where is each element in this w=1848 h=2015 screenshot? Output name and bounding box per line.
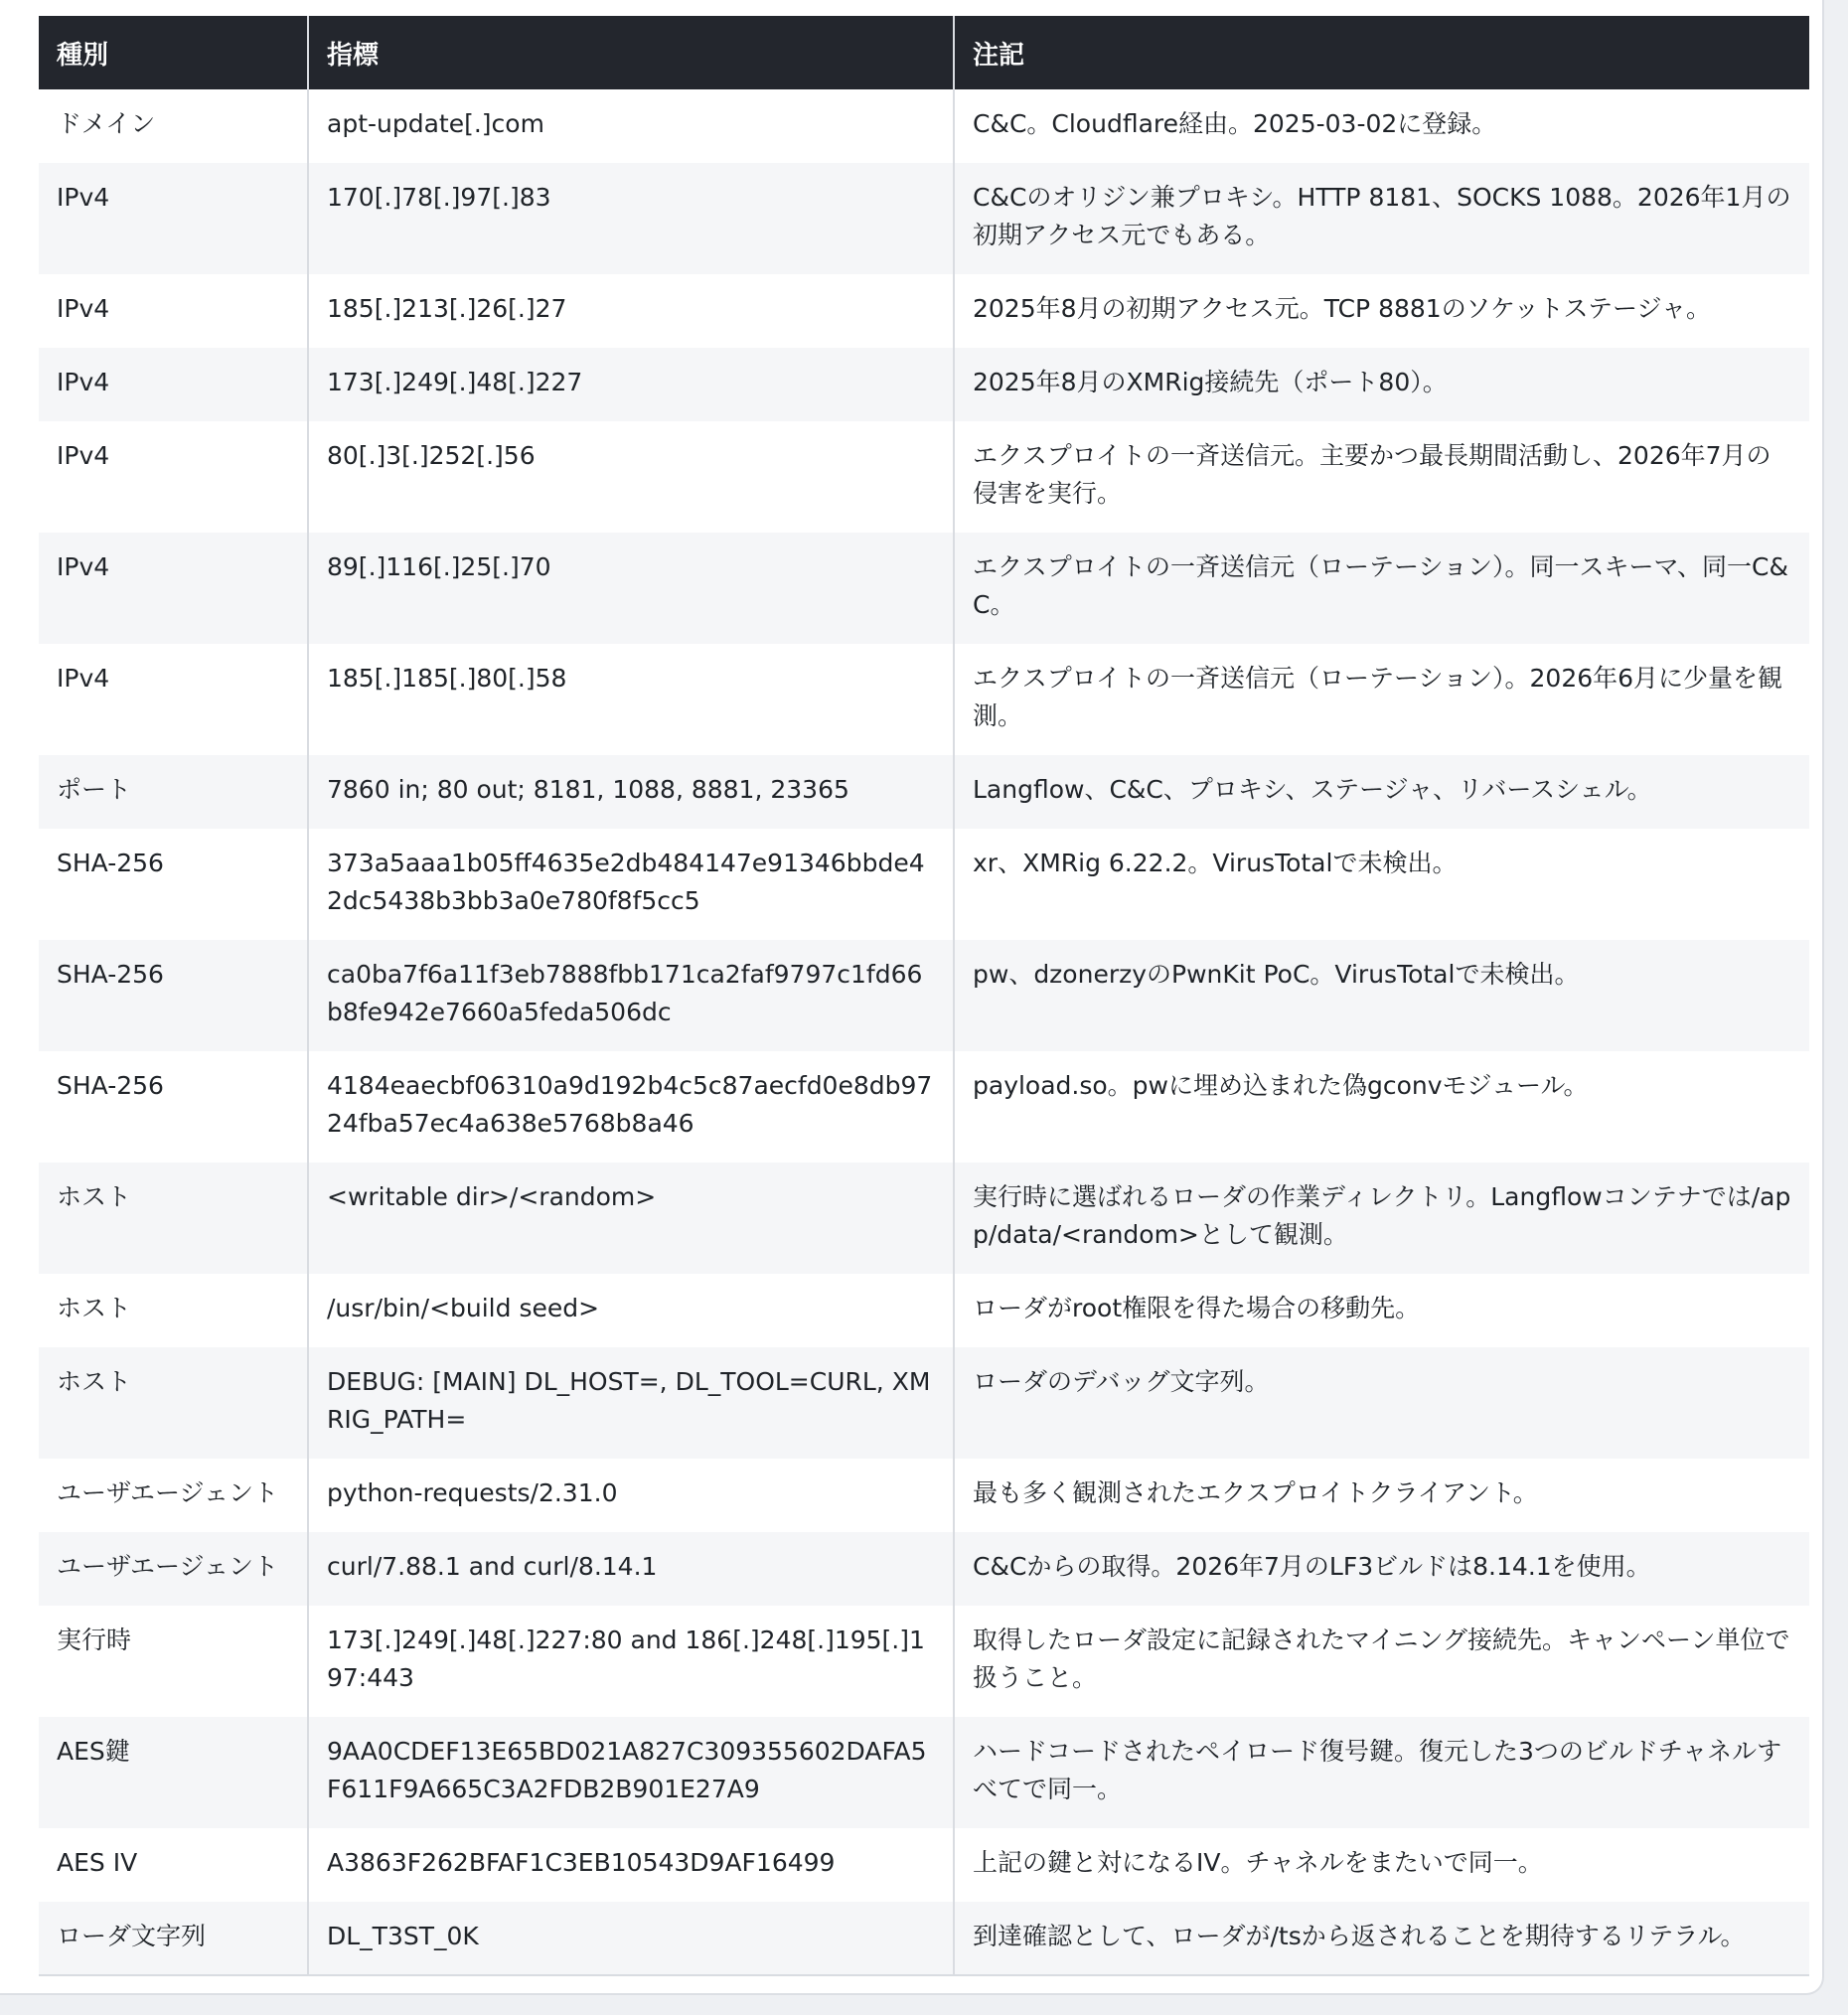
cell-note: xr、XMRig 6.22.2。VirusTotalで未検出。 (954, 829, 1809, 940)
cell-indicator: 173[.]249[.]48[.]227 (308, 348, 954, 421)
cell-indicator: DL_T3ST_0K (308, 1902, 954, 1975)
table-row (39, 1902, 1809, 1975)
cell-indicator: 9AA0CDEF13E65BD021A827C309355602DAFA5F611F9A665C3A2FDB2B901E27A9 (308, 1717, 954, 1828)
cell-note: Langflow、C&C、プロキシ、ステージャ、リバースシェル。 (954, 755, 1809, 829)
cell-type: IPv4 (39, 644, 308, 755)
cell-indicator: 185[.]185[.]80[.]58 (308, 644, 954, 755)
cell-type: ポート (39, 755, 308, 829)
cell-type: IPv4 (39, 421, 308, 533)
cell-type: ドメイン (39, 89, 308, 163)
cell-indicator: 4184eaecbf06310a9d192b4c5c87aecfd0e8db9724fba57ec4a638e5768b8a46 (308, 1051, 954, 1162)
cell-type: AES IV (39, 1828, 308, 1902)
cell-indicator: <writable dir>/<random> (308, 1162, 954, 1274)
table-row (39, 1828, 1809, 1902)
cell-indicator: 185[.]213[.]26[.]27 (308, 274, 954, 348)
cell-type: AES鍵 (39, 1717, 308, 1828)
table-row (39, 421, 1809, 533)
table-row (39, 1347, 1809, 1459)
header-row (39, 16, 1809, 89)
cell-note: 取得したローダ設定に記録されたマイニング接続先。キャンペーン単位で扱うこと。 (954, 1606, 1809, 1717)
cell-note: 2025年8月の初期アクセス元。TCP 8881のソケットステージャ。 (954, 274, 1809, 348)
table-row (39, 1717, 1809, 1828)
table-row (39, 829, 1809, 940)
cell-indicator: curl/7.88.1 and curl/8.14.1 (308, 1532, 954, 1606)
cell-type: ユーザエージェント (39, 1532, 308, 1606)
table-row (39, 533, 1809, 644)
cell-type: ホスト (39, 1274, 308, 1347)
cell-note: 実行時に選ばれるローダの作業ディレクトリ。Langflowコンテナでは/app/data/<random>として観測。 (954, 1162, 1809, 1274)
ioc-table (39, 16, 1809, 1976)
table-row (39, 274, 1809, 348)
cell-type: ホスト (39, 1347, 308, 1459)
header-indicator: 指標 (308, 16, 954, 89)
cell-type: IPv4 (39, 274, 308, 348)
cell-note: 到達確認として、ローダが/tsから返されることを期待するリテラル。 (954, 1902, 1809, 1975)
cell-indicator: DEBUG: [MAIN] DL_HOST=, DL_TOOL=CURL, XMRIG_PATH= (308, 1347, 954, 1459)
table-row (39, 1274, 1809, 1347)
cell-note: ローダがroot権限を得た場合の移動先。 (954, 1274, 1809, 1347)
cell-note: pw、dzonerzyのPwnKit PoC。VirusTotalで未検出。 (954, 940, 1809, 1051)
cell-indicator: 373a5aaa1b05ff4635e2db484147e91346bbde42dc5438b3bb3a0e780f8f5cc5 (308, 829, 954, 940)
cell-indicator: 80[.]3[.]252[.]56 (308, 421, 954, 533)
cell-indicator: /usr/bin/<build seed> (308, 1274, 954, 1347)
table-body (39, 89, 1809, 1975)
cell-indicator: 89[.]116[.]25[.]70 (308, 533, 954, 644)
cell-indicator: apt-update[.]com (308, 89, 954, 163)
cell-note: 上記の鍵と対になるIV。チャネルをまたいで同一。 (954, 1828, 1809, 1902)
table-row (39, 1459, 1809, 1532)
cell-type: ローダ文字列 (39, 1902, 308, 1975)
table-row (39, 1051, 1809, 1162)
cell-indicator: 170[.]78[.]97[.]83 (308, 163, 954, 274)
table-row (39, 644, 1809, 755)
cell-type: SHA-256 (39, 940, 308, 1051)
table-row (39, 1532, 1809, 1606)
cell-note: payload.so。pwに埋め込まれた偽gconvモジュール。 (954, 1051, 1809, 1162)
cell-note: C&Cからの取得。2026年7月のLF3ビルドは8.14.1を使用。 (954, 1532, 1809, 1606)
table-row (39, 89, 1809, 163)
cell-type: IPv4 (39, 163, 308, 274)
cell-note: エクスプロイトの一斉送信元（ローテーション）。2026年6月に少量を観測。 (954, 644, 1809, 755)
cell-indicator: ca0ba7f6a11f3eb7888fbb171ca2faf9797c1fd66b8fe942e7660a5feda506dc (308, 940, 954, 1051)
cell-indicator: python-requests/2.31.0 (308, 1459, 954, 1532)
cell-note: 2025年8月のXMRig接続先（ポート80）。 (954, 348, 1809, 421)
cell-type: SHA-256 (39, 829, 308, 940)
cell-indicator: 7860 in; 80 out; 8181, 1088, 8881, 23365 (308, 755, 954, 829)
table-row (39, 1606, 1809, 1717)
header-type: 種別 (39, 16, 308, 89)
cell-type: 実行時 (39, 1606, 308, 1717)
cell-indicator: 173[.]249[.]48[.]227:80 and 186[.]248[.]195[.]197:443 (308, 1606, 954, 1717)
cell-type: IPv4 (39, 348, 308, 421)
cell-note: C&C。Cloudflare経由。2025-03-02に登録。 (954, 89, 1809, 163)
cell-note: C&Cのオリジン兼プロキシ。HTTP 8181、SOCKS 1088。2026年1月の初期アクセス元でもある。 (954, 163, 1809, 274)
cell-note: エクスプロイトの一斉送信元（ローテーション）。同一スキーマ、同一C&C。 (954, 533, 1809, 644)
cell-type: ユーザエージェント (39, 1459, 308, 1532)
table-header (39, 16, 1809, 89)
header-note: 注記 (954, 16, 1809, 89)
table-row (39, 1162, 1809, 1274)
cell-indicator: A3863F262BFAF1C3EB10543D9AF16499 (308, 1828, 954, 1902)
table-row (39, 755, 1809, 829)
cell-type: SHA-256 (39, 1051, 308, 1162)
cell-note: ハードコードされたペイロード復号鍵。復元した3つのビルドチャネルすべてで同一。 (954, 1717, 1809, 1828)
cell-note: エクスプロイトの一斉送信元。主要かつ最長期間活動し、2026年7月の侵害を実行。 (954, 421, 1809, 533)
table-row (39, 940, 1809, 1051)
cell-type: ホスト (39, 1162, 308, 1274)
table-row (39, 348, 1809, 421)
cell-note: ローダのデバッグ文字列。 (954, 1347, 1809, 1459)
cell-note: 最も多く観測されたエクスプロイトクライアント。 (954, 1459, 1809, 1532)
table-row (39, 163, 1809, 274)
cell-type: IPv4 (39, 533, 308, 644)
